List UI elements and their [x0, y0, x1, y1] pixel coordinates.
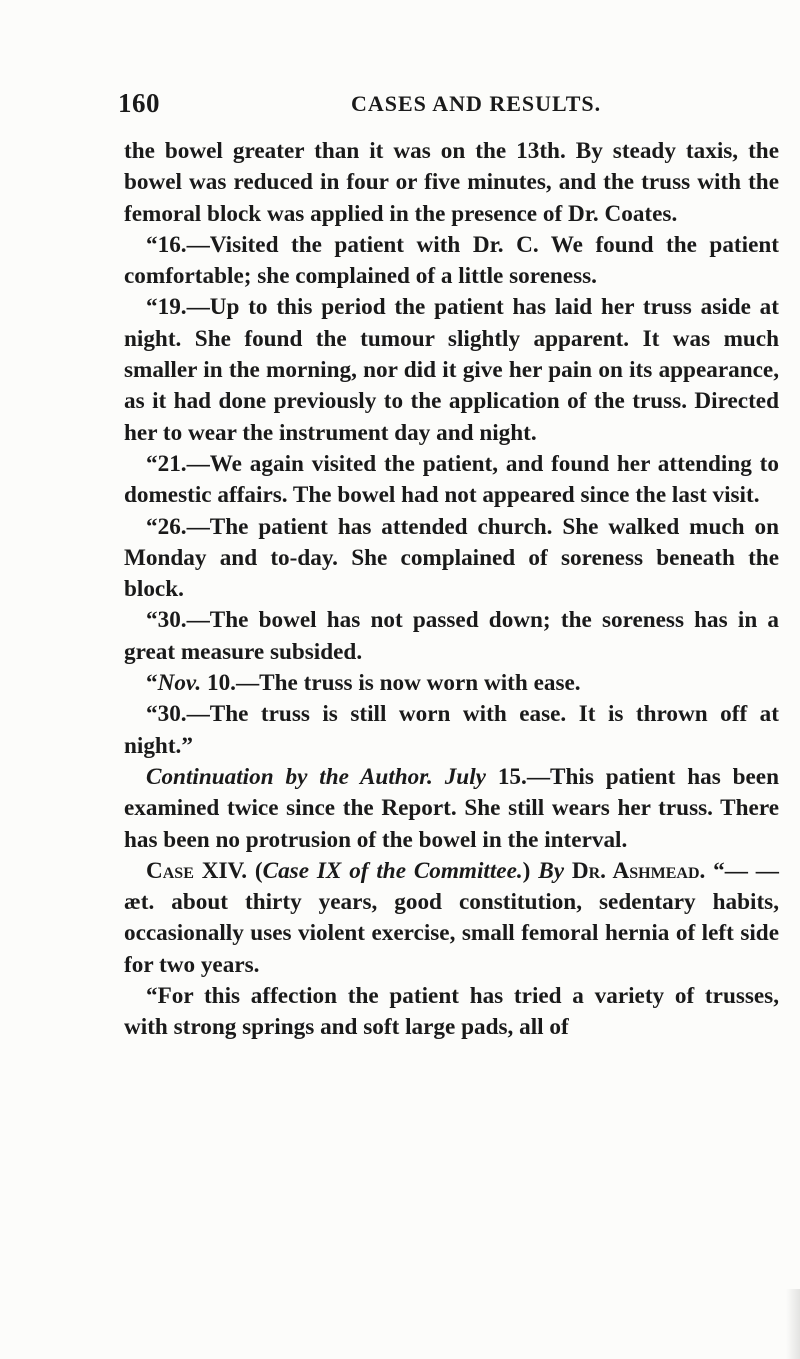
paragraph-6-text: “30.—The bowel has not passed down; the soreness has in a great measure subsided. [124, 607, 779, 665]
paragraph-7-prefix: “ [146, 670, 158, 697]
paragraph-5-text: “26.—The patient has attended church. She walked much on Monday and to-day. She complained of soreness beneath the block. [124, 513, 779, 603]
case-label: Case XIV. [146, 857, 248, 884]
paragraph-4 [124, 449, 779, 512]
paragraph-2-text: “16.—Visited the patient with Dr. C. We found the patient comfortable; she complained of a little soreness. [124, 231, 779, 290]
paragraph-7-text: 10.—The truss is now worn with ease. [201, 670, 581, 697]
continuation-month: July [444, 763, 486, 790]
paragraph-9 [124, 762, 779, 856]
paragraph-8-text: “30.—The truss is still worn with ease. It is thrown off at night.” [124, 701, 779, 759]
continuation-heading: Continuation by the Author. [146, 763, 433, 790]
paragraph-11 [124, 981, 779, 1044]
paragraph-7-month: Nov. [157, 670, 202, 697]
paragraph-3 [124, 292, 779, 448]
page-header [118, 88, 778, 128]
case-reference: Case IX of the Committee. [262, 857, 523, 884]
paragraph-4-text: “21.—We again visited the patient, and found her attending to domestic affairs. The bowel had not appeared since the last visit. [124, 450, 779, 509]
paragraph-1 [124, 136, 779, 230]
page-number: 160 [118, 88, 160, 118]
running-head: CASES AND RESULTS. [351, 91, 602, 116]
page-edge-shadow [786, 1289, 800, 1359]
paragraph-2 [124, 230, 779, 293]
body-text [124, 136, 779, 1044]
paragraph-10: Case XIV. (Case IX of the Committee.) By Dr. Ashmead. “— — æt. about thirty years, good constitution, sedentary habits, occasionally uses violent exercise, small femoral hernia of left side for two years. [124, 857, 779, 978]
doctor-name: Dr. Ashmead. [571, 857, 706, 884]
paragraph-10-text: “— — æt. about thirty years, good constitution, sedentary habits, occasionally uses violent exercise, small femoral hernia of left side for two years. [124, 857, 779, 978]
paragraph-3-text: “19.—Up to this period the patient has laid her truss aside at night. She found the tumour slightly apparent. It was much smaller in the morning, nor did it give her pain on its appearance, as it had done previously to the application of the truss. Directed her to wear the instrument day and night. [124, 294, 779, 446]
paragraph-1-text: the bowel greater than it was on the 13th. By steady taxis, the bowel was reduced in four or five minutes, and the truss with the femoral block was applied in the presence of Dr. Coates. [124, 138, 779, 227]
paragraph-9-text: 15.—This patient has been examined twice since the Report. She still wears her truss. There has been no protrusion of the bowel in the interval. [124, 763, 779, 853]
by-label: By [538, 857, 565, 884]
paragraph-11-text: “For this affection the patient has tried a variety of trusses, with strong springs and soft large pads, all of [124, 983, 779, 1041]
paragraph-6 [124, 605, 779, 668]
paragraph-5 [124, 512, 779, 606]
paragraph-7 [124, 668, 779, 699]
paragraph-8 [124, 699, 779, 762]
